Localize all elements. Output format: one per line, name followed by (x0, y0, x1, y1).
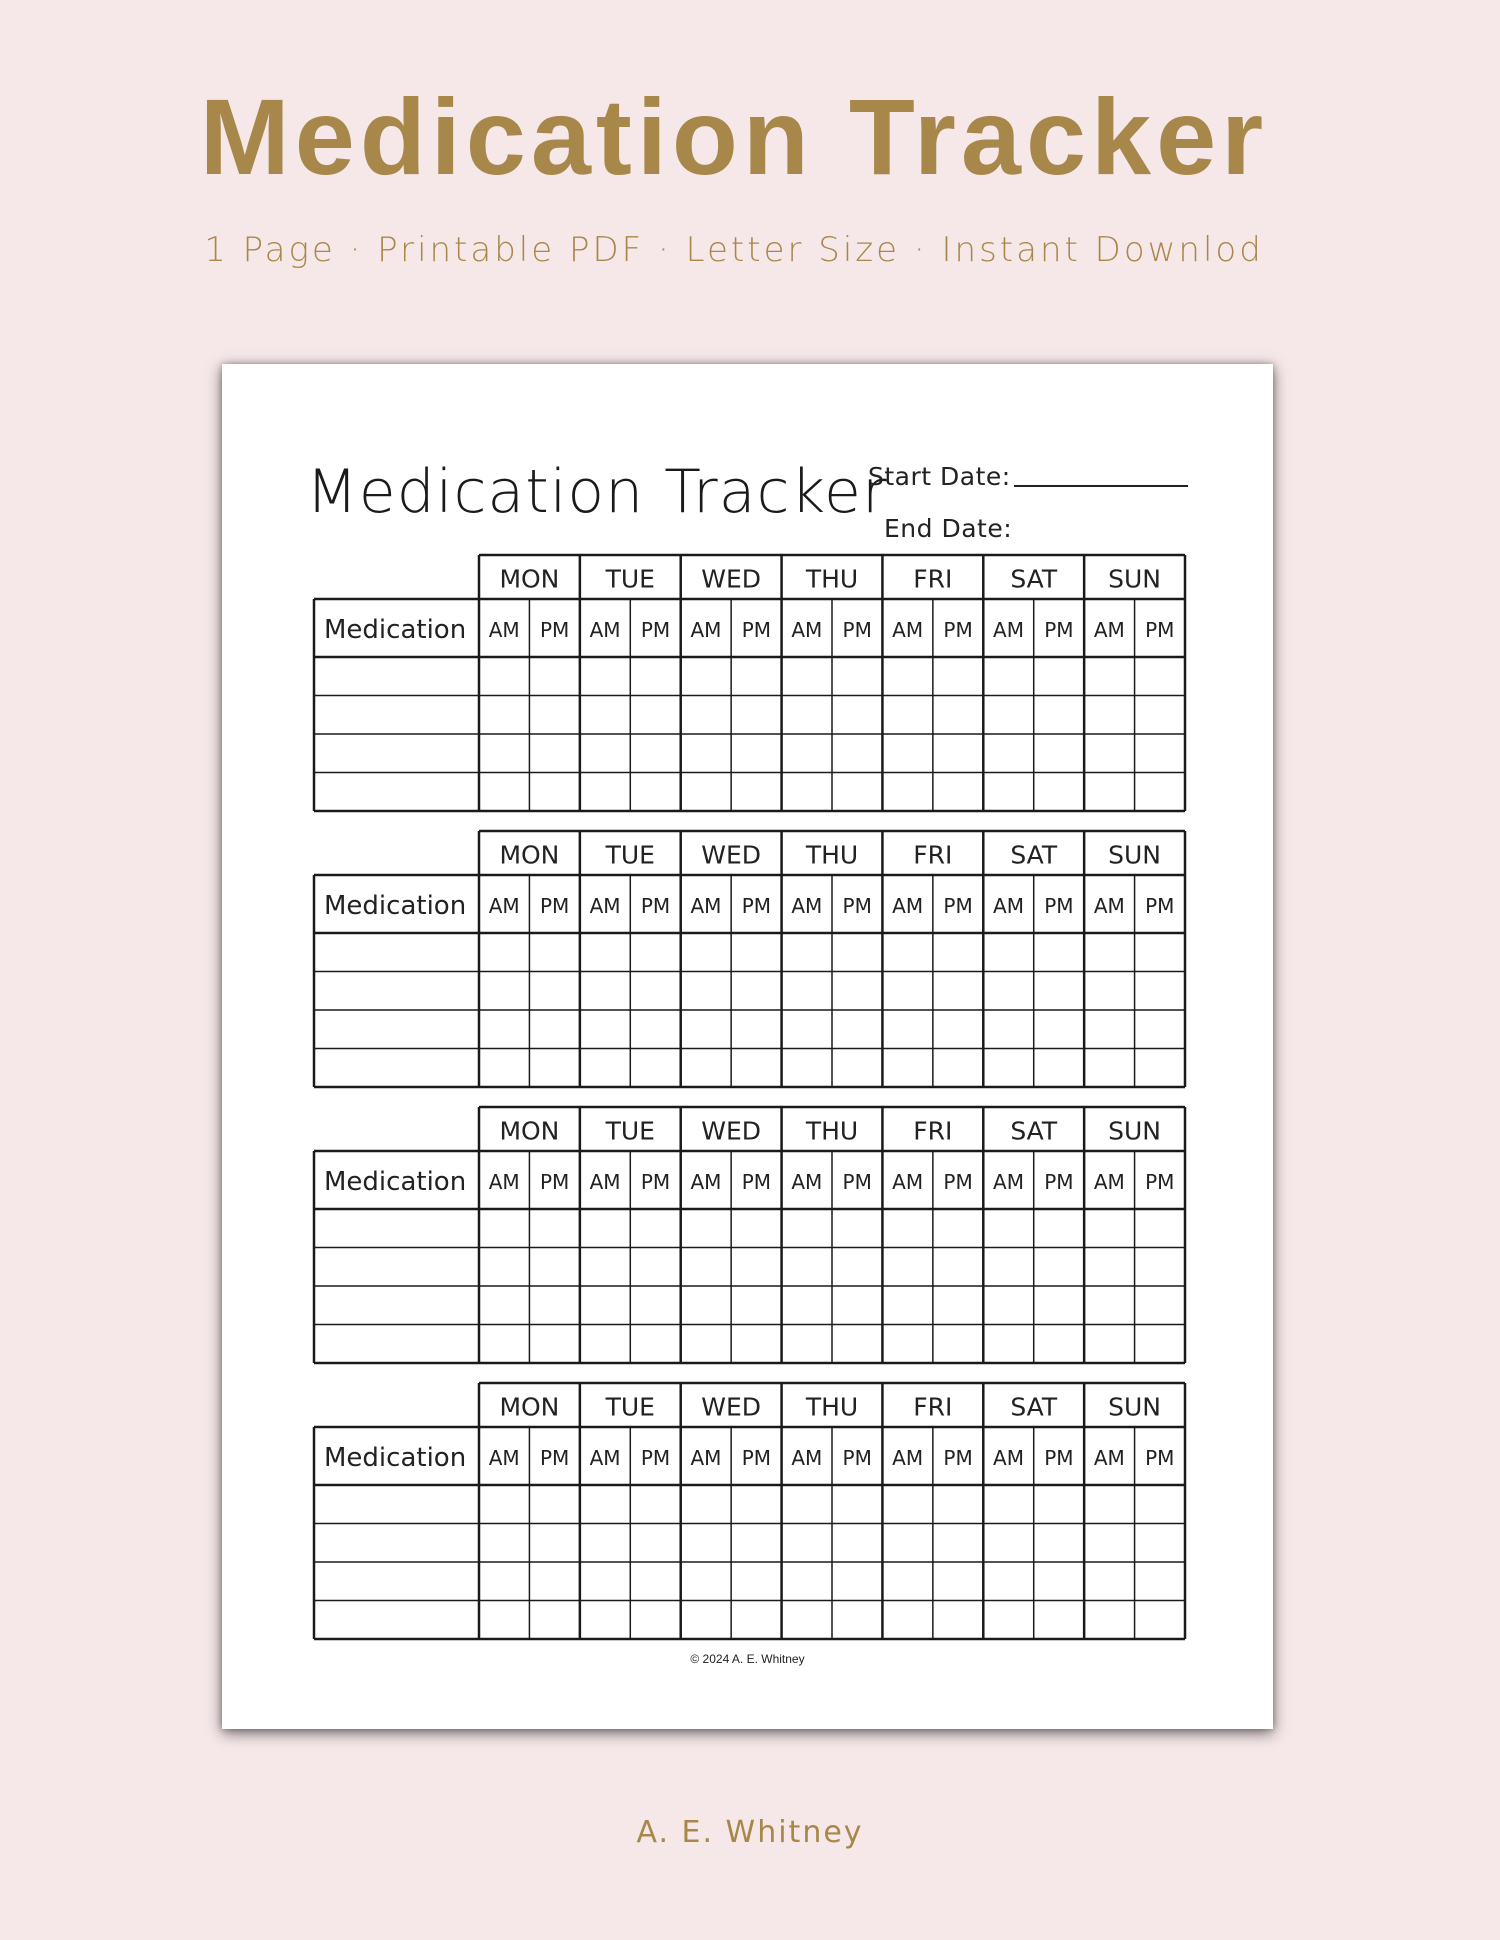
am-label: AM (993, 1170, 1024, 1194)
am-label: AM (993, 894, 1024, 918)
pm-label: PM (1145, 1170, 1175, 1194)
pm-label: PM (1044, 1170, 1074, 1194)
pm-label: PM (640, 894, 671, 918)
am-label: AM (993, 1446, 1024, 1470)
pm-label: PM (640, 618, 671, 642)
day-label-sun: SUN (1108, 1116, 1162, 1146)
day-label-tue: TUE (605, 1116, 655, 1146)
am-label: AM (488, 894, 520, 918)
day-label-mon: MON (499, 1116, 560, 1146)
day-label-thu: THU (805, 564, 859, 594)
am-label: AM (589, 1446, 621, 1470)
day-label-tue: TUE (605, 840, 655, 870)
am-label: AM (690, 1446, 722, 1470)
day-label-wed: WED (701, 564, 762, 594)
day-label-fri: FRI (913, 840, 953, 870)
am-label: AM (488, 1446, 520, 1470)
medication-column-label: Medication (324, 615, 467, 645)
day-label-sun: SUN (1108, 1392, 1162, 1422)
pm-label: PM (741, 1446, 772, 1470)
pm-label: PM (1145, 618, 1175, 642)
start-date-label: Start Date: (868, 462, 1011, 491)
am-label: AM (488, 1170, 520, 1194)
am-label: AM (690, 894, 722, 918)
am-label: AM (1093, 894, 1125, 918)
medication-column-label: Medication (324, 891, 467, 921)
day-label-mon: MON (499, 564, 560, 594)
am-label: AM (892, 894, 924, 918)
am-label: AM (791, 1170, 823, 1194)
pm-label: PM (1044, 618, 1074, 642)
day-label-tue: TUE (605, 1392, 655, 1422)
day-label-thu: THU (805, 1392, 859, 1422)
pm-label: PM (1044, 894, 1074, 918)
copyright-text: © 2024 A. E. Whitney (690, 1652, 805, 1666)
am-label: AM (589, 1170, 621, 1194)
day-label-thu: THU (805, 1116, 859, 1146)
am-label: AM (791, 618, 823, 642)
day-label-thu: THU (805, 840, 859, 870)
medication-column-label: Medication (324, 1167, 467, 1197)
day-label-mon: MON (499, 840, 560, 870)
am-label: AM (1093, 618, 1125, 642)
pm-label: PM (539, 1446, 570, 1470)
pm-label: PM (539, 618, 570, 642)
end-date-label: End Date: (884, 514, 1013, 543)
tracker-grid (222, 364, 1273, 1729)
day-label-sat: SAT (1010, 840, 1058, 870)
pm-label: PM (741, 894, 772, 918)
am-label: AM (488, 618, 520, 642)
pm-label: PM (741, 1170, 772, 1194)
am-label: AM (589, 618, 621, 642)
day-label-fri: FRI (913, 1392, 953, 1422)
day-label-sun: SUN (1108, 564, 1162, 594)
pm-label: PM (640, 1170, 671, 1194)
pm-label: PM (539, 894, 570, 918)
am-label: AM (1093, 1446, 1125, 1470)
tracker-sheet (222, 364, 1273, 1729)
pm-label: PM (943, 894, 973, 918)
pm-label: PM (539, 1170, 570, 1194)
am-label: AM (589, 894, 621, 918)
pm-label: PM (640, 1446, 671, 1470)
am-label: AM (892, 1170, 924, 1194)
pm-label: PM (943, 1170, 973, 1194)
day-label-wed: WED (701, 840, 762, 870)
day-label-fri: FRI (913, 1116, 953, 1146)
day-label-sat: SAT (1010, 1392, 1058, 1422)
am-label: AM (791, 1446, 823, 1470)
day-label-wed: WED (701, 1392, 762, 1422)
day-label-fri: FRI (913, 564, 953, 594)
am-label: AM (1093, 1170, 1125, 1194)
day-label-sat: SAT (1010, 1116, 1058, 1146)
hero-subtitle: 1 Page · Printable PDF · Letter Size · Instant Downlod (204, 230, 1264, 270)
pm-label: PM (943, 618, 973, 642)
am-label: AM (690, 1170, 722, 1194)
day-label-wed: WED (701, 1116, 762, 1146)
pm-label: PM (842, 1170, 872, 1194)
am-label: AM (993, 618, 1024, 642)
pm-label: PM (943, 1446, 973, 1470)
hero-title: Medication Tracker (199, 76, 1269, 197)
medication-column-label: Medication (324, 1443, 467, 1473)
day-label-sun: SUN (1108, 840, 1162, 870)
pm-label: PM (842, 618, 872, 642)
am-label: AM (892, 1446, 924, 1470)
day-label-tue: TUE (605, 564, 655, 594)
pm-label: PM (1145, 894, 1175, 918)
day-label-mon: MON (499, 1392, 560, 1422)
pm-label: PM (741, 618, 772, 642)
am-label: AM (892, 618, 924, 642)
am-label: AM (690, 618, 722, 642)
sheet-title: Medication Tracker (306, 457, 888, 527)
pm-label: PM (842, 894, 872, 918)
pm-label: PM (842, 1446, 872, 1470)
day-label-sat: SAT (1010, 564, 1058, 594)
pm-label: PM (1145, 1446, 1175, 1470)
brand-name: A. E. Whitney (636, 1815, 864, 1850)
am-label: AM (791, 894, 823, 918)
pm-label: PM (1044, 1446, 1074, 1470)
